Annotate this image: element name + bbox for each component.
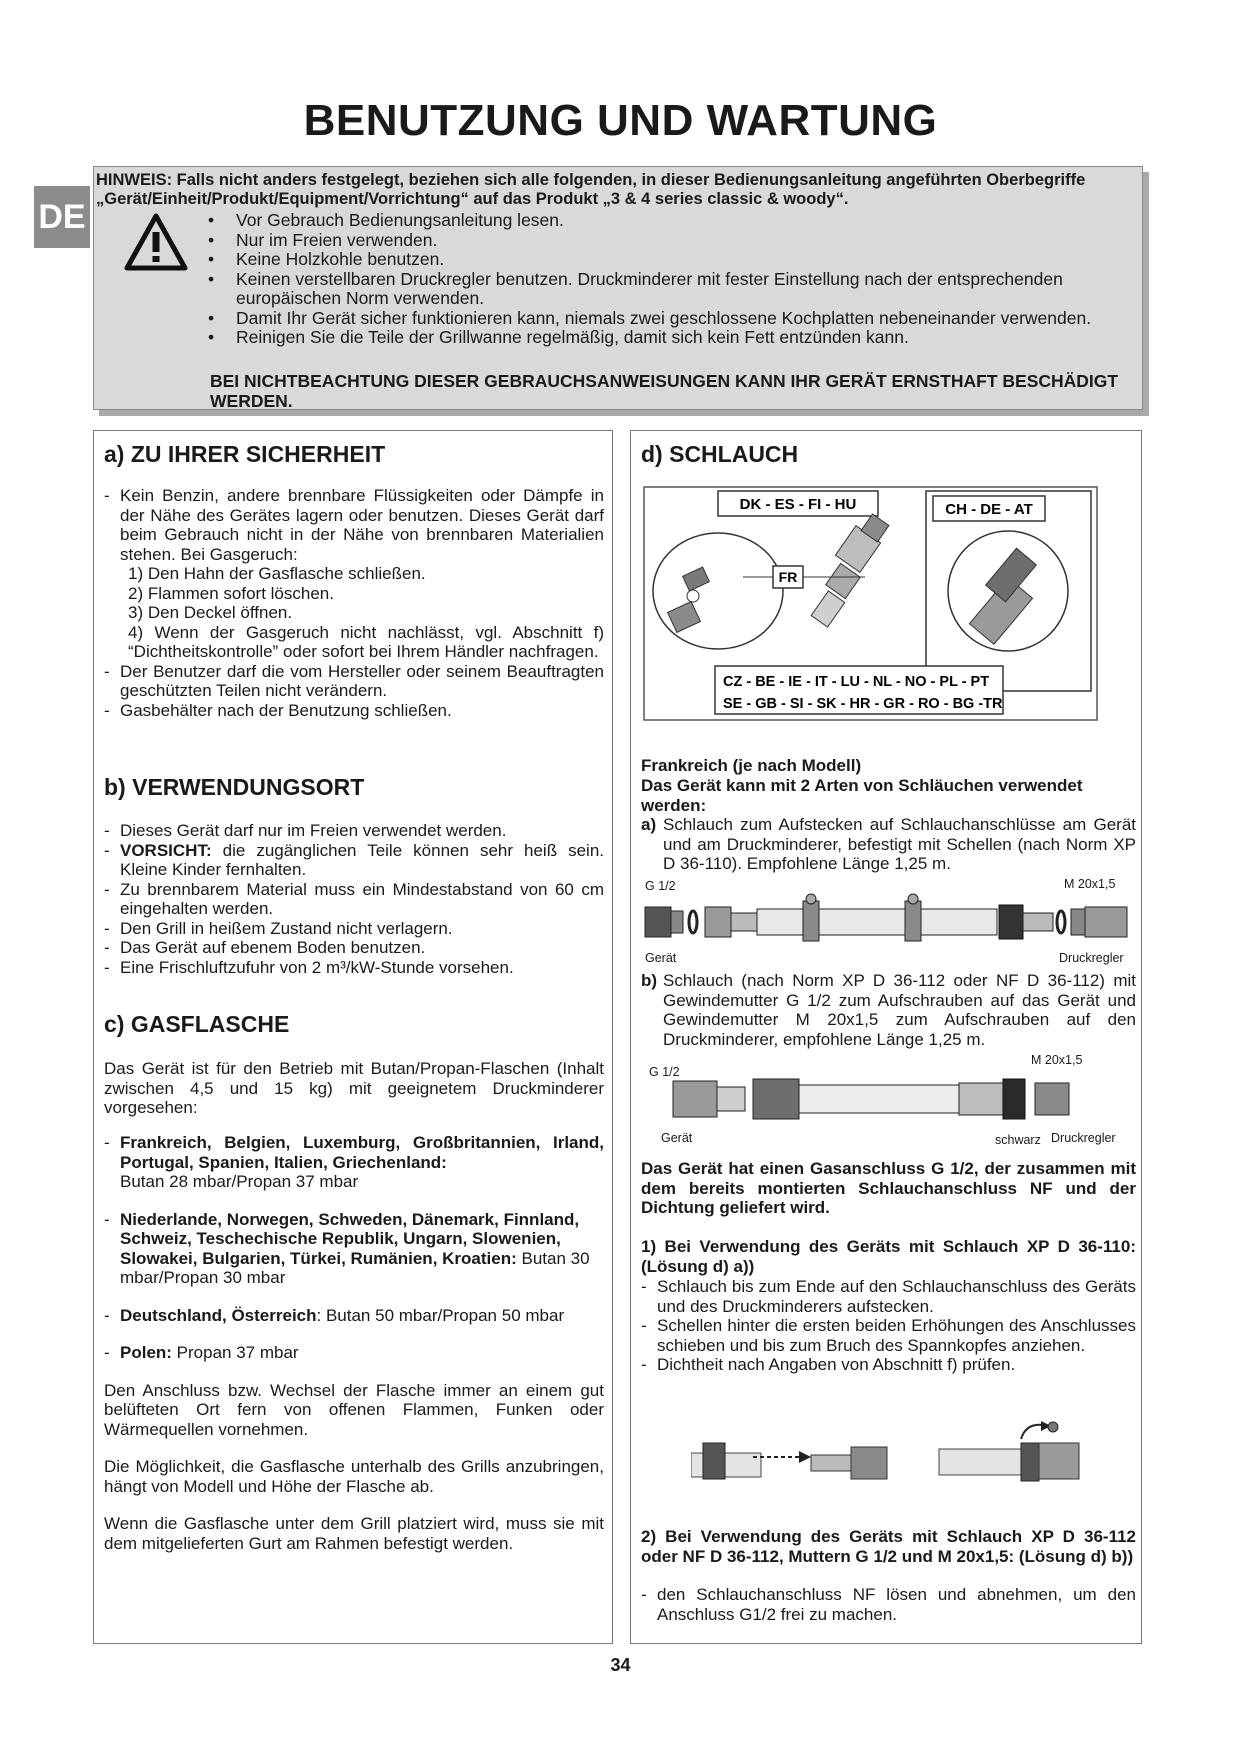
- solution-2-heading: 2) Bei Verwendung des Geräts mit Schlauch XP D 36-112 oder NF D 36-112, Muttern G 1/2 und M 20x1,5: (Lösung d) b)): [641, 1527, 1136, 1566]
- section-c-para: Die Möglichkeit, die Gasflasche unterhalb des Grills anzubringen, hängt von Modell und Höhe der Flasche ab.: [104, 1457, 604, 1496]
- section-a-para: - Kein Benzin, andere brennbare Flüssigkeiten oder Dämpfe in der Nähe des Gerätes lagern oder benutzen. Dieses Gerät darf beim Gebrauch nicht in der Nähe von brennbaren Materialien stehen. Bei Gasgeruch:: [104, 486, 604, 564]
- gas-pressure: : Butan 50 mbar/Propan 50 mbar: [316, 1305, 565, 1325]
- region-label-ch: CH - DE - AT: [945, 501, 1033, 518]
- section-b-heading: b) VERWENDUNGSORT: [104, 774, 365, 800]
- fig3-geraet-label: Gerät: [661, 1131, 693, 1145]
- threaded-hose-drawing: [643, 1071, 1133, 1129]
- fig3-m20-label: M 20x1,5: [1031, 1053, 1083, 1067]
- page-title: BENUTZUNG UND WARTUNG: [303, 96, 938, 145]
- solution-1-step: - Schlauch bis zum Ende auf den Schlauchanschluss des Geräts und des Druckminderers aufstecken.: [641, 1277, 1136, 1316]
- hose-connector-figure: [643, 486, 1098, 721]
- solution-2-step: - den Schlauchanschluss NF lösen und abnehmen, um den Anschluss G1/2 frei zu machen.: [641, 1585, 1136, 1624]
- region-label-fr: FR: [778, 569, 798, 585]
- hose-type-b-text: Schlauch (nach Norm XP D 36-112 oder NF D 36-112) mit Gewindemutter G 1/2 zum Aufschrauben auf das Gerät und Gewindemutter M 20x1,5 zum Aufschrauben auf den Druckminderer, empfohlene Länge 1,25 m.: [663, 971, 1136, 1049]
- gas-pressure-group: [104, 1133, 604, 1192]
- gas-pressure: Butan 30 mbar/Propan 30 mbar: [120, 1248, 590, 1287]
- section-a-step: 3) Den Deckel öffnen.: [128, 603, 293, 622]
- country-group: Frankreich, Belgien, Luxemburg, Großbritannien, Irland, Portugal, Spanien, Italien, Griechenland:: [120, 1133, 604, 1172]
- gas-pressure: Butan 28 mbar/Propan 37 mbar: [120, 1172, 359, 1191]
- hose-type-a: [641, 815, 1136, 874]
- gas-pressure-group: [104, 1210, 604, 1288]
- notice-bullet: • Keinen verstellbaren Druckregler benutzen. Druckminderer mit fester Einstellung nach der entsprechenden europäischen Norm verwenden.: [204, 270, 1134, 309]
- section-b-item: - Das Gerät auf ebenem Boden benutzen.: [104, 938, 604, 958]
- solution-2-steps: [641, 1585, 1136, 1624]
- country-group: Niederlande, Norwegen, Schweden, Dänemark, Finnland, Schweiz, Teschechische Republik, Ungarn, Slowenien, Slowakei, Bulgarien, Türkei, Rumänien, Kroatien:: [120, 1209, 580, 1268]
- gas-pressure-group: [104, 1343, 604, 1363]
- country-group: Polen:: [120, 1343, 172, 1362]
- section-b-item: - Eine Frischluftzufuhr von 2 m³/kW-Stunde vorsehen.: [104, 958, 604, 978]
- safety-notice-box: [93, 166, 1143, 410]
- fig2-geraet-label: Gerät: [645, 951, 677, 965]
- section-c-country-list: [104, 1133, 604, 1553]
- section-a-para: - Gasbehälter nach der Benutzung schließen.: [104, 701, 604, 721]
- hose-assembly-drawing: [691, 1421, 1111, 1501]
- gas-pressure: Propan 37 mbar: [171, 1343, 299, 1362]
- region-label-cz-line1: CZ - BE - IE - IT - LU - NL - NO - PL - PT: [723, 674, 990, 690]
- country-group: Deutschland, Österreich: [120, 1305, 317, 1325]
- caution-text: die zugänglichen Teile können sehr heiß sein. Kleine Kinder fernhalten.: [120, 840, 604, 879]
- section-a-heading: a) ZU IHRER SICHERHEIT: [104, 441, 386, 467]
- section-a-step: 2) Flammen sofort löschen.: [128, 583, 334, 603]
- hose-type-a-text: Schlauch zum Aufstecken auf Schlauchanschlüsse am Gerät und am Druckminderer, befestigt mit Schellen (nach Norm XP D 36-110). Empfohlene Länge 1,25 m.: [663, 815, 1136, 873]
- section-c-intro: Das Gerät ist für den Betrieb mit Butan/Propan-Flaschen (Inhalt zwischen 4,5 und 15 kg) mit geeignetem Druckminderer vorgesehen:: [104, 1059, 604, 1117]
- left-column-frame: [93, 430, 613, 1644]
- section-a-step: 4) Wenn der Gasgeruch nicht nachlässt, vgl. Abschnitt f) “Dichtheitskontrolle” oder sofort bei Ihrem Händler nachfragen.: [128, 622, 604, 661]
- fig2-druckregler-label: Druckregler: [1059, 951, 1124, 965]
- section-c-heading: c) GASFLASCHE: [104, 1011, 290, 1037]
- section-b-item: - Dieses Gerät darf nur im Freien verwendet werden.: [104, 821, 604, 841]
- section-a-para: - Der Benutzer darf die vom Hersteller oder seinem Beauftragten geschützten Teilen nicht verändern.: [104, 662, 604, 701]
- section-b-item: [104, 841, 604, 880]
- notice-bullet-list: [204, 211, 1134, 348]
- hose-type-a-label: a): [641, 815, 657, 834]
- section-b-body: [104, 821, 604, 977]
- section-b-item: - Zu brennbarem Material muss ein Mindestabstand von 60 cm eingehalten werden.: [104, 880, 604, 919]
- france-heading: Frankreich (je nach Modell): [641, 756, 862, 775]
- fig2-m20-label: M 20x1,5: [1064, 877, 1116, 891]
- notice-bullet: • Vor Gebrauch Bedienungsanleitung lesen.: [204, 211, 1134, 231]
- fig3-druckregler-label: Druckregler: [1051, 1131, 1116, 1145]
- fig3-schwarz-label: schwarz: [995, 1133, 1041, 1147]
- section-b-item: - Den Grill in heißem Zustand nicht verlagern.: [104, 919, 604, 939]
- fig2-g12-label: G 1/2: [645, 879, 676, 893]
- solution-1-step: - Schellen hinter die ersten beiden Erhöhungen des Anschlusses schieben und bis zum Bruch des Spannkopfes anziehen.: [641, 1316, 1136, 1355]
- section-d-heading: d) SCHLAUCH: [641, 441, 799, 467]
- clamp-hose-drawing: [643, 893, 1133, 951]
- france-subheading: Das Gerät kann mit 2 Arten von Schläuchen verwendet werden:: [641, 776, 1083, 815]
- notice-bullet: • Damit Ihr Gerät sicher funktionieren kann, niemals zwei geschlossene Kochplatten nebeneinander verwenden.: [204, 309, 1134, 329]
- gas-pressure-group: [104, 1306, 604, 1326]
- solution-1-steps: [641, 1277, 1136, 1375]
- region-label-cz-line2: SE - GB - SI - SK - HR - GR - RO - BG -TR: [723, 696, 1003, 712]
- right-column-frame: [630, 430, 1142, 1644]
- section-c-para: Wenn die Gasflasche unter dem Grill platziert wird, muss sie mit dem mitgelieferten Gurt am Rahmen befestigt werden.: [104, 1514, 604, 1553]
- caution-label: VORSICHT:: [120, 840, 212, 860]
- notice-bullet: • Keine Holzkohle benutzen.: [204, 250, 1134, 270]
- section-a-step: 1) Den Hahn der Gasflasche schließen.: [128, 564, 426, 583]
- fig3-g12-label: G 1/2: [649, 1065, 680, 1079]
- hose-type-b: [641, 971, 1136, 1049]
- solution-1-step: - Dichtheit nach Angaben von Abschnitt f) prüfen.: [641, 1355, 1136, 1375]
- gas-connection-note: Das Gerät hat einen Gasanschluss G 1/2, der zusammen mit dem bereits montierten Schlauchanschluss NF und der Dichtung geliefert wird.: [641, 1159, 1136, 1217]
- notice-warning-final: BEI NICHTBEACHTUNG DIESER GEBRAUCHSANWEISUNGEN KANN IHR GERÄT ERNSTHAFT BESCHÄDIGT WERDEN.: [210, 371, 1119, 411]
- section-c-para: Den Anschluss bzw. Wechsel der Flasche immer an einem gut belüfteten Ort fern von offenen Flammen, Funken oder Wärmequellen vornehmen.: [104, 1380, 604, 1439]
- notice-intro: HINWEIS: Falls nicht anders festgelegt, beziehen sich alle folgenden, in dieser Bedienungsanleitung angeführten Oberbegriffe „Gerät/Einheit/Produkt/Equipment/Vorrichtung“ auf das Produkt „3 & 4 series classic & woody“.: [96, 171, 1086, 208]
- region-label-dk: DK - ES - FI - HU: [739, 496, 857, 513]
- notice-bullet: • Nur im Freien verwenden.: [204, 231, 1134, 251]
- notice-bullet: • Reinigen Sie die Teile der Grillwanne regelmäßig, damit sich kein Fett entzünden kann.: [204, 328, 1134, 348]
- hose-type-b-label: b): [641, 971, 658, 990]
- solution-1-heading: 1) Bei Verwendung des Geräts mit Schlauch XP D 36-110: (Lösung d) a)): [641, 1237, 1136, 1276]
- page-number: 34: [610, 1655, 631, 1675]
- language-tab: DE: [34, 186, 90, 248]
- section-a-body: [104, 486, 604, 720]
- warning-triangle-icon: [124, 213, 188, 271]
